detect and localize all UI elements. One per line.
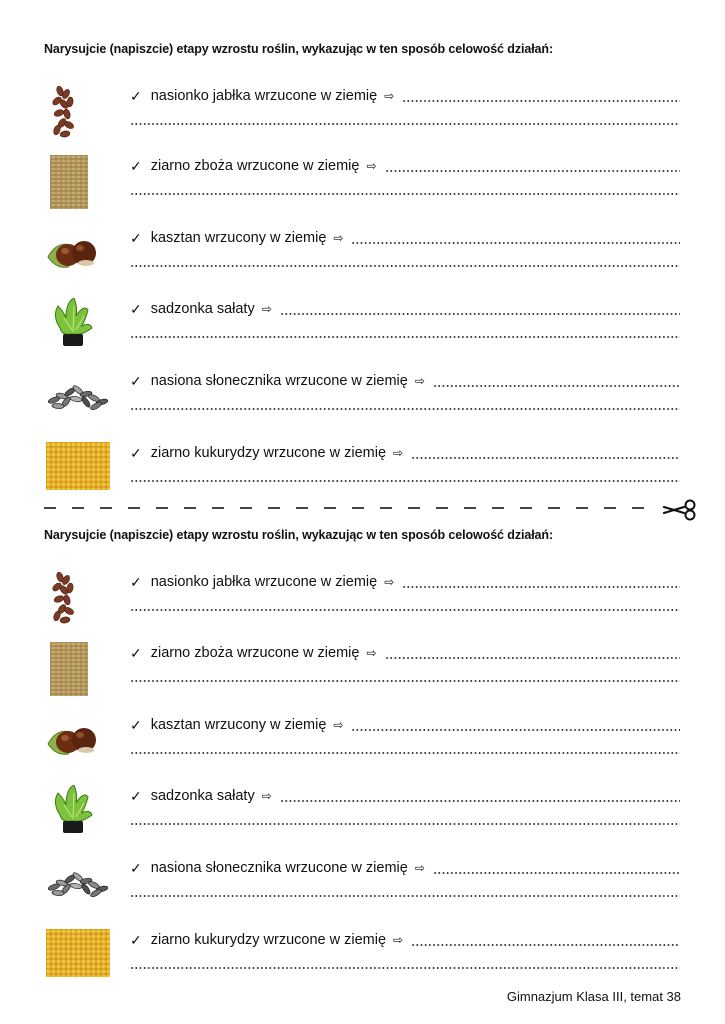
sunflower-seeds-icon (46, 370, 110, 426)
worksheet-item (0, 571, 725, 631)
item-prompt (130, 86, 680, 106)
checkmark-icon: ✓ (130, 573, 142, 590)
worksheet-item (0, 85, 725, 145)
answer-line[interactable] (402, 99, 680, 103)
checkmark-icon: ✓ (130, 931, 142, 948)
arrow-right-icon: ⇨ (333, 718, 344, 732)
item-text: ziarno kukurydzy wrzucone w ziemię (150, 445, 387, 461)
answer-line[interactable] (130, 407, 680, 411)
checkmark-icon: ✓ (130, 644, 142, 661)
item-text: nasionko jabłka wrzucone w ziemię (150, 574, 378, 590)
item-prompt (130, 443, 680, 463)
worksheet-item (0, 442, 725, 502)
item-text: ziarno kukurydzy wrzucone w ziemię (150, 932, 387, 948)
checkmark-icon: ✓ (130, 87, 142, 104)
answer-line[interactable] (402, 585, 680, 589)
item-text: kasztan wrzucony w ziemię (150, 717, 327, 733)
worksheet-item (0, 227, 725, 287)
item-prompt (130, 299, 680, 319)
item-text: ziarno zboża wrzucone w ziemię (150, 645, 360, 661)
arrow-right-icon: ⇨ (333, 231, 344, 245)
worksheet-item (0, 298, 725, 358)
checkmark-icon: ✓ (130, 229, 142, 246)
arrow-right-icon: ⇨ (393, 446, 404, 460)
answer-line[interactable] (433, 384, 680, 388)
worksheet-item (0, 714, 725, 774)
page-footer: Gimnazjum Klasa III, temat 38 (506, 989, 681, 1004)
answer-line[interactable] (130, 966, 680, 970)
chestnut-icon (46, 714, 110, 770)
item-text: nasiona słonecznika wrzucone w ziemię (150, 860, 408, 876)
answer-line[interactable] (411, 456, 680, 460)
arrow-right-icon: ⇨ (384, 89, 395, 103)
answer-line[interactable] (351, 728, 680, 732)
item-prompt (130, 643, 680, 663)
answer-line[interactable] (130, 751, 680, 755)
answer-line[interactable] (130, 608, 680, 612)
answer-line[interactable] (433, 871, 680, 875)
answer-line[interactable] (280, 312, 680, 316)
arrow-right-icon: ⇨ (384, 575, 395, 589)
answer-line[interactable] (385, 169, 680, 173)
answer-line[interactable] (280, 799, 680, 803)
corn-kernels-icon (46, 929, 110, 985)
apple-seeds-icon (46, 85, 110, 141)
chestnut-icon (46, 227, 110, 283)
checkmark-icon: ✓ (130, 300, 142, 317)
item-prompt (130, 371, 680, 391)
arrow-right-icon: ⇨ (393, 933, 404, 947)
answer-line[interactable] (130, 894, 680, 898)
answer-line[interactable] (411, 943, 680, 947)
answer-line[interactable] (130, 479, 680, 483)
arrow-right-icon: ⇨ (261, 789, 272, 803)
answer-line[interactable] (130, 192, 680, 196)
item-prompt (130, 858, 680, 878)
section-1-heading: Narysujcie (napiszcie) etapy wzrostu roślin, wykazując w ten sposób celowość działań: (44, 42, 554, 56)
cut-line (44, 507, 656, 509)
answer-line[interactable] (130, 264, 680, 268)
answer-line[interactable] (351, 241, 680, 245)
answer-line[interactable] (385, 656, 680, 660)
checkmark-icon: ✓ (130, 716, 142, 733)
worksheet-item (0, 785, 725, 845)
worksheet-item (0, 642, 725, 702)
answer-line[interactable] (130, 679, 680, 683)
checkmark-icon: ✓ (130, 787, 142, 804)
arrow-right-icon: ⇨ (366, 646, 377, 660)
worksheet-item (0, 857, 725, 917)
item-prompt (130, 156, 680, 176)
section-2-heading: Narysujcie (napiszcie) etapy wzrostu roślin, wykazując w ten sposób celowość działań: (44, 528, 554, 542)
sunflower-seeds-icon (46, 857, 110, 913)
answer-line[interactable] (130, 822, 680, 826)
checkmark-icon: ✓ (130, 444, 142, 461)
arrow-right-icon: ⇨ (414, 861, 425, 875)
arrow-right-icon: ⇨ (366, 159, 377, 173)
scissors-icon (662, 499, 698, 521)
arrow-right-icon: ⇨ (414, 374, 425, 388)
corn-kernels-icon (46, 442, 110, 498)
lettuce-seedling-icon (46, 298, 110, 354)
checkmark-icon: ✓ (130, 859, 142, 876)
answer-line[interactable] (130, 335, 680, 339)
item-text: kasztan wrzucony w ziemię (150, 230, 327, 246)
item-prompt (130, 228, 680, 248)
apple-seeds-icon (46, 571, 110, 627)
item-prompt (130, 930, 680, 950)
grain-icon (46, 155, 110, 211)
item-text: nasiona słonecznika wrzucone w ziemię (150, 373, 408, 389)
checkmark-icon: ✓ (130, 157, 142, 174)
checkmark-icon: ✓ (130, 372, 142, 389)
lettuce-seedling-icon (46, 785, 110, 841)
item-text: sadzonka sałaty (150, 788, 255, 804)
worksheet-item (0, 370, 725, 430)
grain-icon (46, 642, 110, 698)
worksheet-item (0, 155, 725, 215)
item-prompt (130, 572, 680, 592)
worksheet-item (0, 929, 725, 989)
item-text: sadzonka sałaty (150, 301, 255, 317)
item-text: ziarno zboża wrzucone w ziemię (150, 158, 360, 174)
item-prompt (130, 715, 680, 735)
arrow-right-icon: ⇨ (261, 302, 272, 316)
item-prompt (130, 786, 680, 806)
answer-line[interactable] (130, 122, 680, 126)
item-text: nasionko jabłka wrzucone w ziemię (150, 88, 378, 104)
